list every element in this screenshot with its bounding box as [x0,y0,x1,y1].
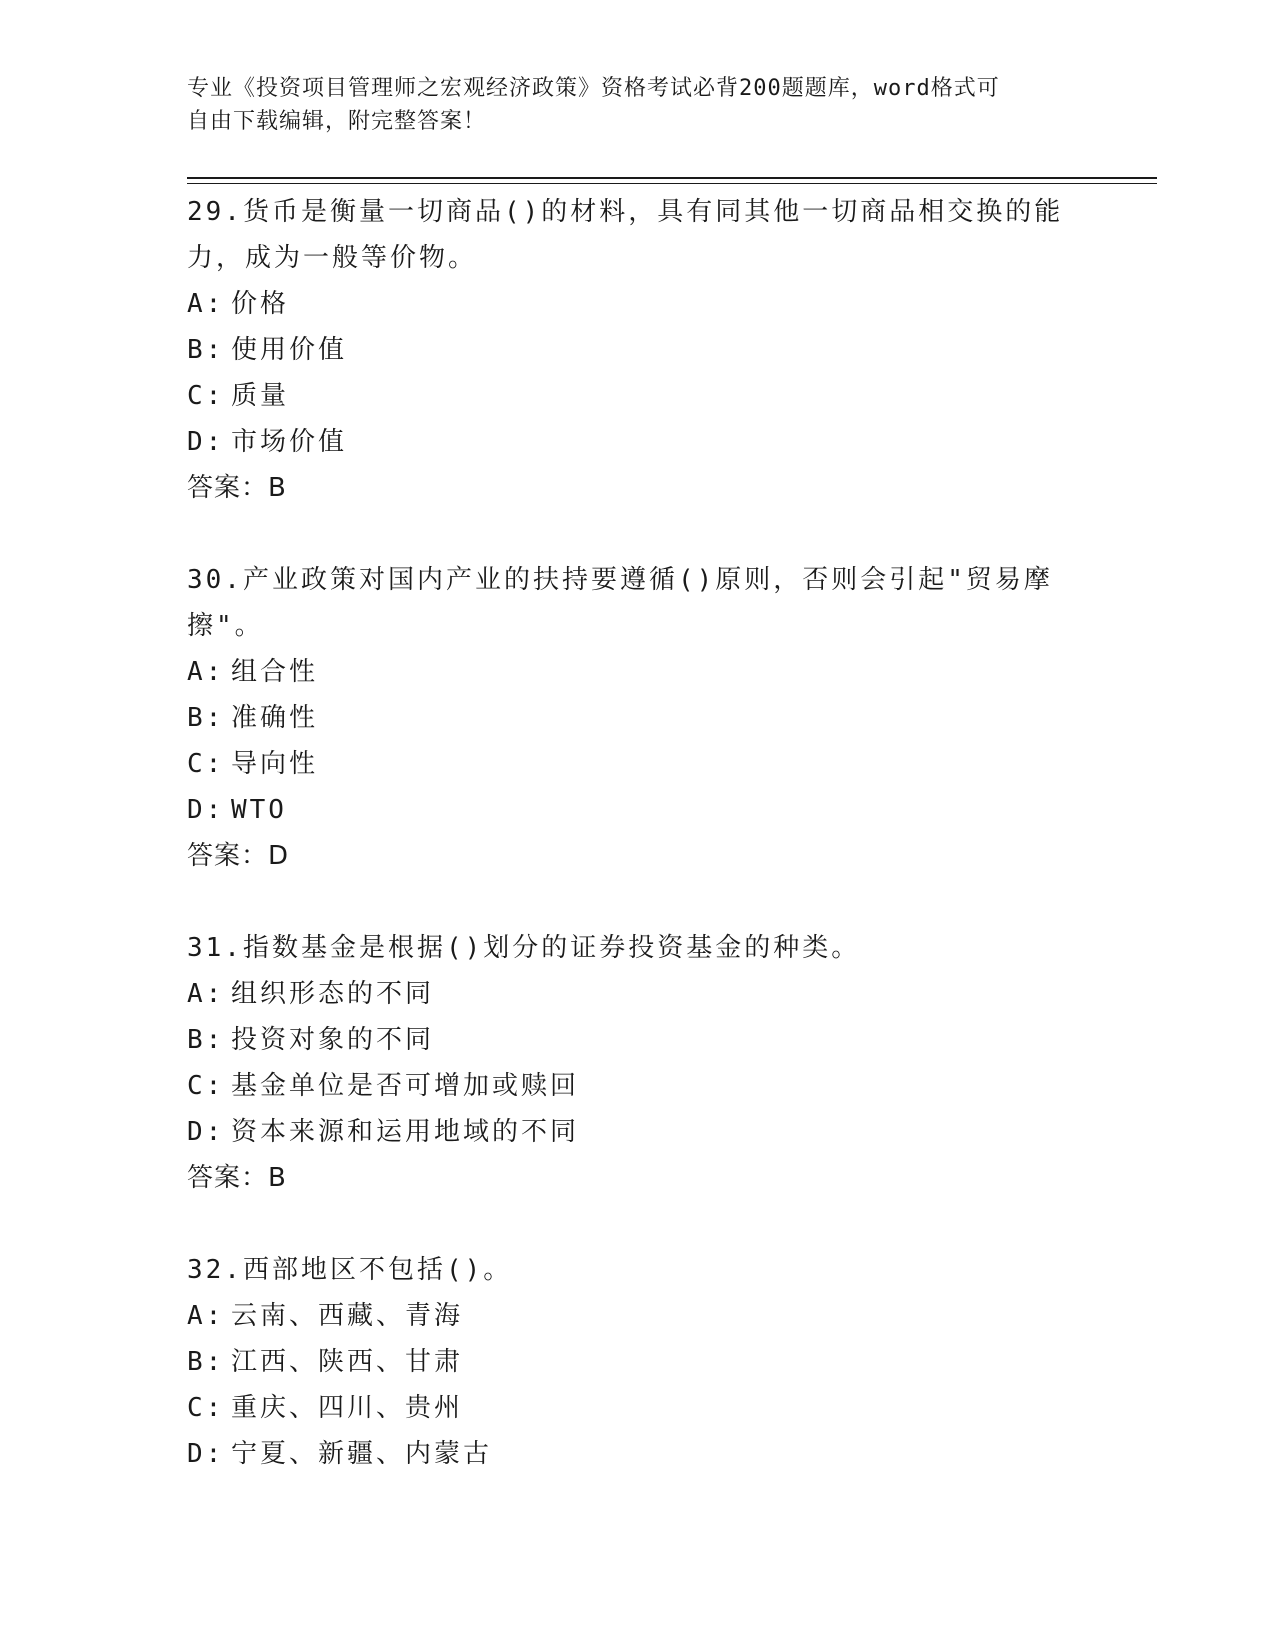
option-key: A: [187,979,225,1009]
option-key: C: [187,1071,225,1101]
answer-line: 答案：D [187,841,290,871]
option-text: WTO [231,795,287,825]
option-key: C: [187,749,225,779]
option-text: 组合性 [231,657,319,687]
question-stem: 30.产业政策对国内产业的扶持要遵循()原则，否则会引起"贸易摩擦"。 [187,565,1053,641]
option-key: A: [187,657,225,687]
option-text: 市场价值 [231,427,348,457]
header-divider-thin [187,183,1157,184]
option-key: B: [187,335,225,365]
question-stem: 31.指数基金是根据()划分的证券投资基金的种类。 [187,933,861,963]
option-text: 重庆、四川、贵州 [231,1393,464,1423]
option-c [187,373,1067,419]
option-c [187,1063,1067,1109]
option-text: 价格 [231,289,290,319]
option-d [187,1431,1067,1477]
option-key: B: [187,1347,225,1377]
option-key: A: [187,1301,225,1331]
option-a [187,281,1067,327]
option-text: 基金单位是否可增加或赎回 [231,1071,580,1101]
option-d [187,419,1067,465]
option-text: 投资对象的不同 [231,1025,435,1055]
question-stem: 32.西部地区不包括()。 [187,1255,513,1285]
option-text: 江西、陕西、甘肃 [231,1347,464,1377]
question-29 [187,189,1067,511]
option-key: C: [187,381,225,411]
answer-line: 答案：B [187,473,287,503]
option-a [187,649,1067,695]
option-key: B: [187,703,225,733]
option-b [187,1339,1067,1385]
option-text: 宁夏、新疆、内蒙古 [231,1439,493,1469]
option-d [187,787,1067,833]
option-key: D: [187,1117,225,1147]
option-d [187,1109,1067,1155]
option-a [187,971,1067,1017]
option-a [187,1293,1067,1339]
option-text: 准确性 [231,703,319,733]
option-text: 组织形态的不同 [231,979,435,1009]
header-divider-thick [187,177,1157,179]
question-30 [187,557,1067,879]
question-32 [187,1247,1067,1477]
header-line-2: 自由下载编辑，附完整答案！ [187,109,487,134]
option-b [187,695,1067,741]
option-text: 使用价值 [231,335,348,365]
document-header [187,72,1067,138]
question-list [187,189,1067,1523]
option-key: D: [187,795,225,825]
option-b [187,1017,1067,1063]
option-text: 资本来源和运用地域的不同 [231,1117,580,1147]
option-text: 质量 [231,381,290,411]
option-key: C: [187,1393,225,1423]
option-c [187,1385,1067,1431]
option-text: 导向性 [231,749,319,779]
option-key: B: [187,1025,225,1055]
option-key: D: [187,1439,225,1469]
question-31 [187,925,1067,1201]
option-key: A: [187,289,225,319]
answer-line: 答案：B [187,1163,287,1193]
option-key: D: [187,427,225,457]
option-c [187,741,1067,787]
question-stem: 29.货币是衡量一切商品()的材料，具有同其他一切商品相交换的能力，成为一般等价物。 [187,197,1064,273]
option-b [187,327,1067,373]
header-line-1: 专业《投资项目管理师之宏观经济政策》资格考试必背200题题库，word格式可 [187,76,1000,101]
option-text: 云南、西藏、青海 [231,1301,464,1331]
